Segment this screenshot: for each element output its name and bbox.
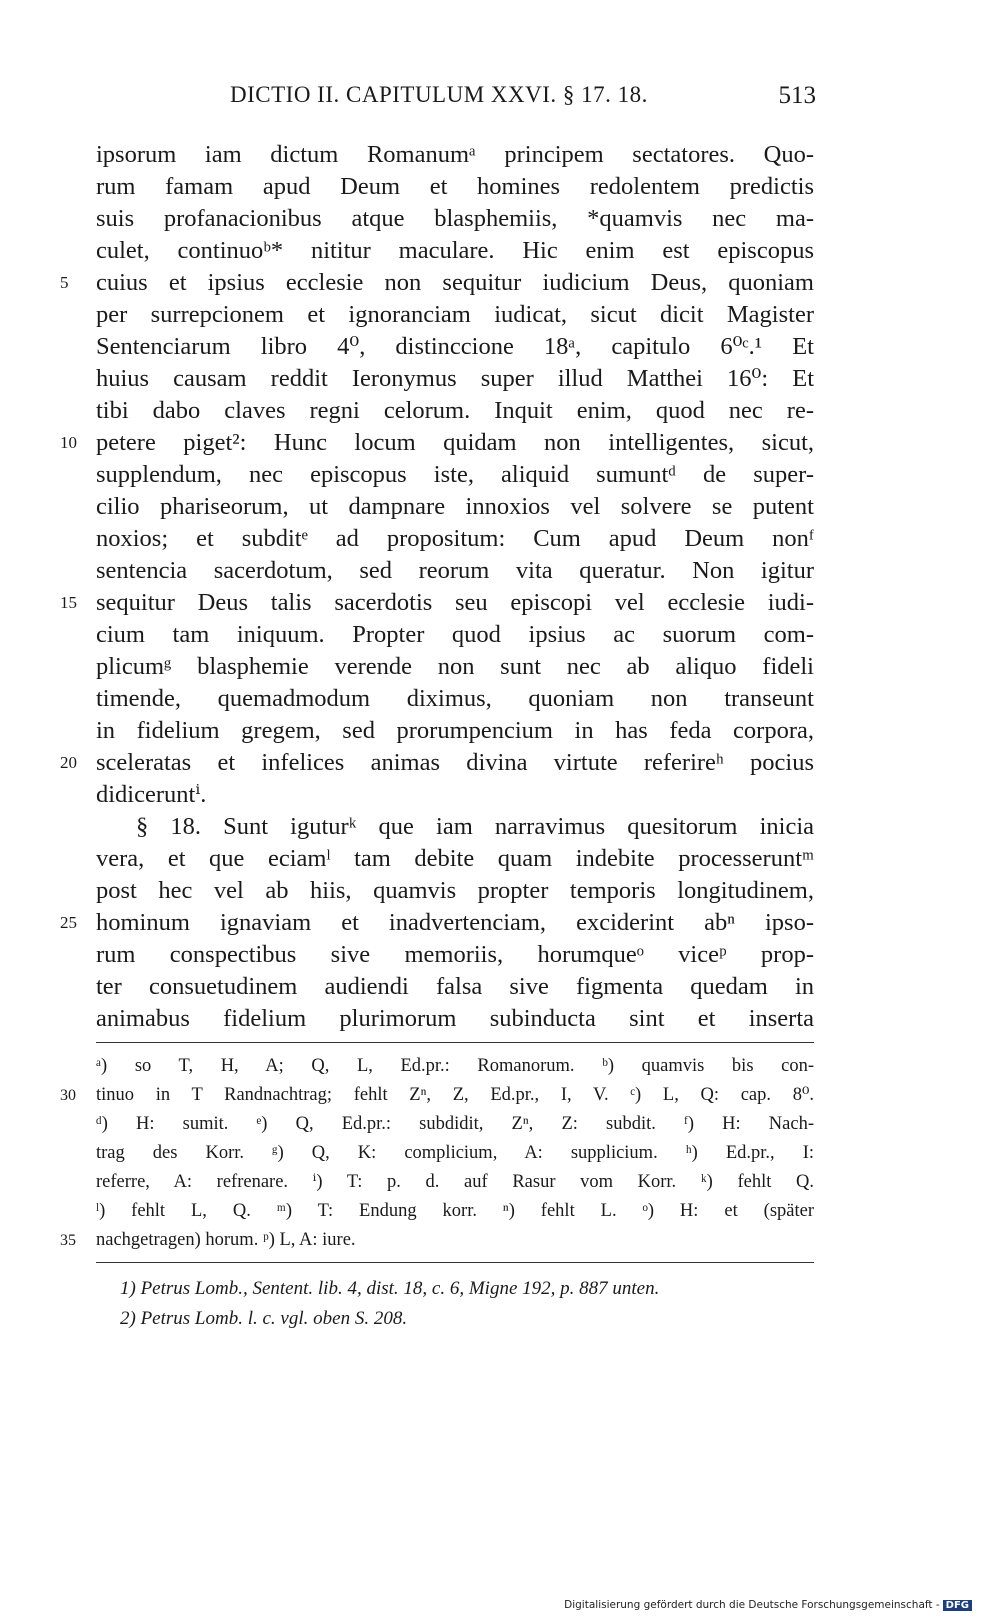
line-number: 20 — [60, 753, 77, 772]
page-number: 513 — [778, 82, 816, 109]
text-line: Sentenciarum libro 4⁰, distinccione 18ᵃ, capitulo 6⁰ᶜ.¹ Et — [96, 333, 814, 360]
apparatus-line: ˡ) fehlt L, Q. ᵐ) T: Endung korr. ⁿ) fehlt L. ᵒ) H: et (später — [96, 1201, 814, 1221]
text-line: ter consuetudinem audiendi falsa sive figmenta quedam in — [96, 973, 814, 1000]
dfg-logo: DFG — [943, 1600, 972, 1611]
apparatus-line: ᵃ) so T, H, A; Q, L, Ed.pr.: Romanorum. ᵇ) quamvis bis con- — [96, 1056, 814, 1076]
text-line: noxios; et subditᵉ ad propositum: Cum apud Deum nonᶠ — [96, 525, 814, 552]
section-start-line: § 18. Sunt iguturᵏ que iam narravimus quesitorum inicia — [136, 813, 814, 840]
line-number: 15 — [60, 593, 77, 612]
text-line: tibi dabo claves regni celorum. Inquit enim, quod nec re- — [96, 397, 814, 424]
line-number: 10 — [60, 433, 77, 452]
text-line: didiceruntⁱ. — [96, 781, 207, 808]
apparatus-line: trag des Korr. ᵍ) Q, K: complicium, A: supplicium. ʰ) Ed.pr., I: — [96, 1143, 814, 1163]
text-line: cilio phariseorum, ut dampnare innoxios vel solvere se putent — [96, 493, 814, 520]
text-line: hominum ignaviam et inadvertenciam, exciderint abⁿ ipso- — [96, 909, 814, 936]
references-rule — [96, 1262, 814, 1263]
line-number: 25 — [60, 913, 77, 932]
text-line: rum famam apud Deum et homines redolentem predictis — [96, 173, 814, 200]
line-number: 5 — [60, 273, 69, 292]
text-line: plicumᵍ blasphemie verende non sunt nec ab aliquo fideli — [96, 653, 814, 680]
text-line: ipsorum iam dictum Romanumᵃ principem sectatores. Quo- — [96, 141, 814, 168]
text-line: animabus fidelium plurimorum subinducta sint et inserta — [96, 1005, 814, 1032]
text-line: sceleratas et infelices animas divina virtute referireʰ pocius — [96, 749, 814, 776]
apparatus-line-number: 30 — [60, 1087, 76, 1104]
text-line: petere piget²: Hunc locum quidam non intelligentes, sicut, — [96, 429, 814, 456]
text-line: supplendum, nec episcopus iste, aliquid sumuntᵈ de super- — [96, 461, 814, 488]
header-title: DICTIO II. CAPITULUM XXVI. § 17. 18. — [230, 82, 648, 107]
text-line: rum conspectibus sive memoriis, horumqueᵒ viceᵖ prop- — [96, 941, 814, 968]
text-line: cuius et ipsius ecclesie non sequitur iudicium Deus, quoniam — [96, 269, 814, 296]
text-line: vera, et que eciamˡ tam debite quam indebite processeruntᵐ — [96, 845, 814, 872]
text-line: post hec vel ab hiis, quamvis propter temporis longitudinem, — [96, 877, 814, 904]
reference-note: 1) Petrus Lomb., Sentent. lib. 4, dist. 18, c. 6, Migne 192, p. 887 unten. — [120, 1278, 660, 1299]
apparatus-line: tinuo in T Randnachtrag; fehlt Zⁿ, Z, Ed.pr., I, V. ᶜ) L, Q: cap. 8⁰. — [96, 1085, 814, 1105]
text-line: timende, quemadmodum diximus, quoniam non transeunt — [96, 685, 814, 712]
apparatus-rule — [96, 1042, 814, 1043]
text-line: in fidelium gregem, sed prorumpencium in has feda corpora, — [96, 717, 814, 744]
text-line: cium tam iniquum. Propter quod ipsius ac suorum com- — [96, 621, 814, 648]
text-line: sentencia sacerdotum, sed reorum vita queratur. Non igitur — [96, 557, 814, 584]
reference-note: 2) Petrus Lomb. l. c. vgl. oben S. 208. — [120, 1308, 408, 1329]
text-line: sequitur Deus talis sacerdotis seu episcopi vel ecclesie iudi- — [96, 589, 814, 616]
text-line: suis profanacionibus atque blasphemiis, *quamvis nec ma- — [96, 205, 814, 232]
apparatus-line: nachgetragen) horum. ᵖ) L, A: iure. — [96, 1230, 356, 1250]
digitization-credit — [564, 1599, 972, 1611]
credit-text: Digitalisierung gefördert durch die Deutsche Forschungsgemeinschaft - — [564, 1599, 940, 1611]
running-header — [230, 82, 816, 122]
text-line: per surrepcionem et ignoranciam iudicat, sicut dicit Magister — [96, 301, 814, 328]
apparatus-line: referre, A: refrenare. ⁱ) T: p. d. auf Rasur vom Korr. ᵏ) fehlt Q. — [96, 1172, 814, 1192]
apparatus-line-number: 35 — [60, 1232, 76, 1249]
apparatus-line: ᵈ) H: sumit. ᵉ) Q, Ed.pr.: subdidit, Zⁿ, Z: subdit. ᶠ) H: Nach- — [96, 1114, 814, 1134]
text-line: culet, continuoᵇ* nititur maculare. Hic enim est episcopus — [96, 237, 814, 264]
text-line: huius causam reddit Ieronymus super illud Matthei 16⁰: Et — [96, 365, 814, 392]
